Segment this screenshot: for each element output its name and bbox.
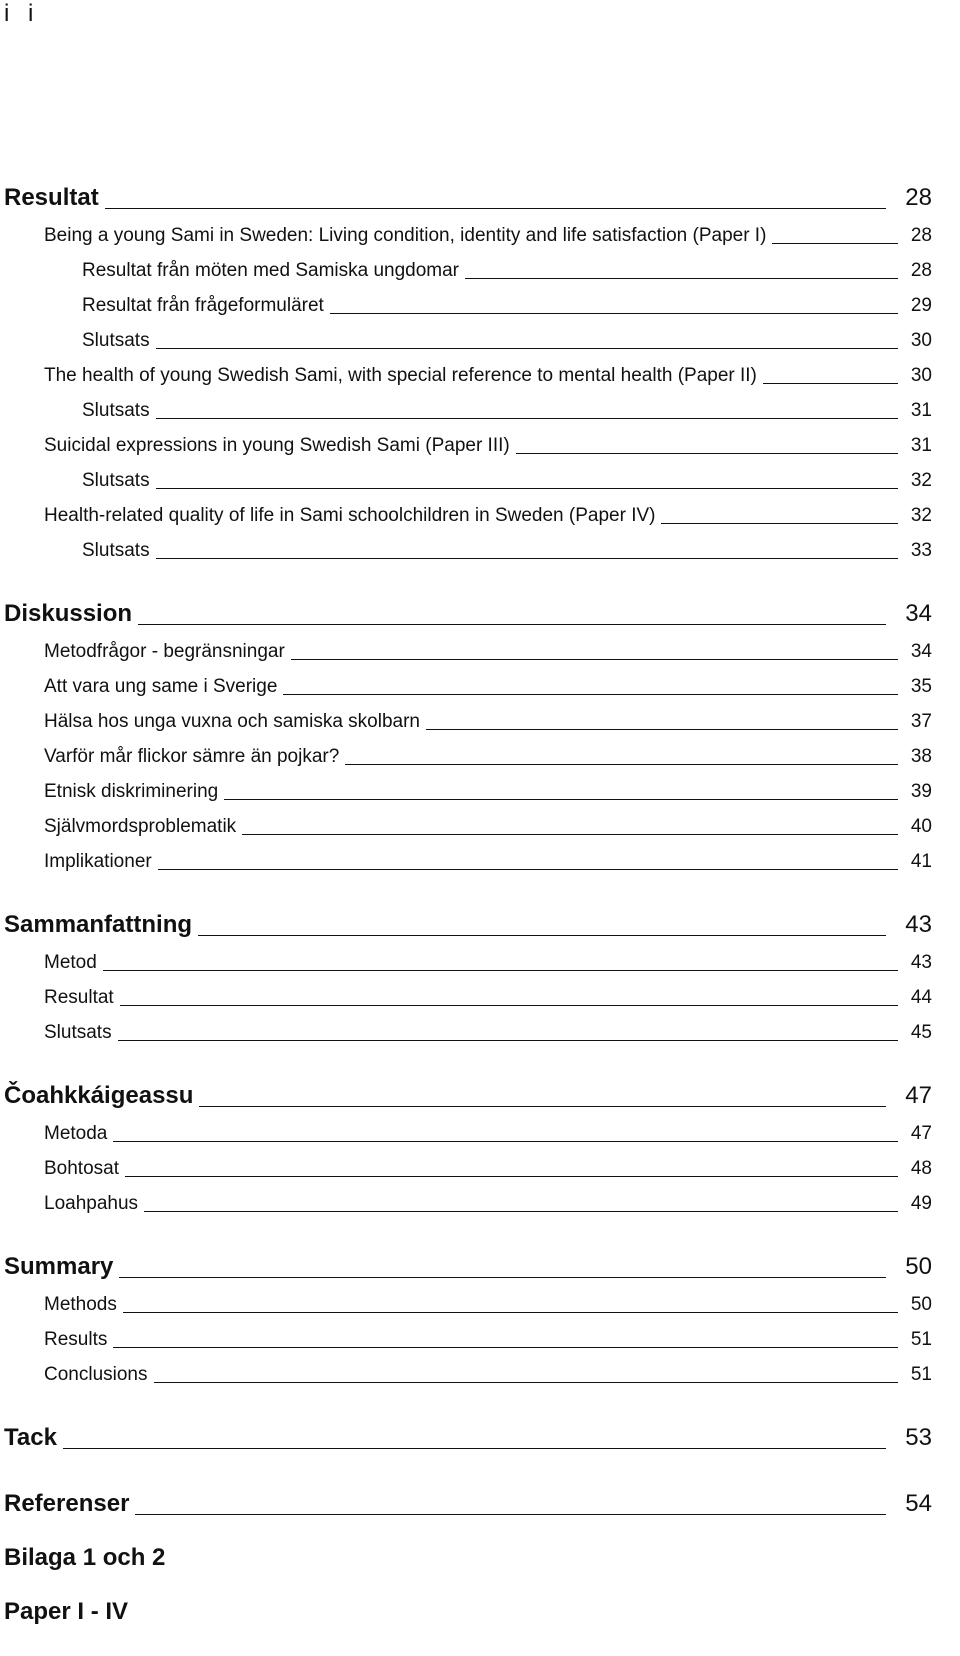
toc-entry-title: Methods <box>44 1294 117 1315</box>
toc-page-number: 34 <box>905 600 932 627</box>
toc-leader-line <box>118 1040 898 1041</box>
toc-leader-line <box>119 1277 886 1278</box>
toc-page-number: 34 <box>910 641 932 662</box>
toc-page-number: 51 <box>910 1329 932 1350</box>
toc-entry[interactable] <box>4 696 932 731</box>
toc-entry[interactable] <box>4 1279 932 1314</box>
toc-leader-line <box>125 1176 898 1177</box>
toc-entry[interactable] <box>4 455 932 490</box>
toc-entry-title: Metodfrågor - begränsningar <box>44 641 285 662</box>
toc-leader-line <box>426 729 898 730</box>
toc-entry[interactable] <box>4 315 932 350</box>
toc-entry-title: Bohtosat <box>44 1158 119 1179</box>
toc-entry[interactable] <box>4 1143 932 1178</box>
toc-leader-line <box>156 558 898 559</box>
toc-entry[interactable] <box>4 626 932 661</box>
toc-page-number: 44 <box>910 987 932 1008</box>
toc-entry[interactable] <box>4 350 932 385</box>
toc-entry[interactable] <box>4 1314 932 1349</box>
toc-section-heading[interactable] <box>4 172 932 210</box>
toc-entry-title: Att vara ung same i Sverige <box>44 676 278 697</box>
toc-leader-line <box>156 348 898 349</box>
toc-entry-title: Slutsats <box>44 1022 112 1043</box>
toc-page-number: 43 <box>905 911 932 938</box>
toc-leader-line <box>345 764 898 765</box>
toc-leader-line <box>113 1347 898 1348</box>
toc-page-number: 54 <box>905 1490 932 1517</box>
toc-page-number: 32 <box>910 505 932 526</box>
toc-entry[interactable] <box>4 731 932 766</box>
toc-entry-title: Slutsats <box>82 330 150 351</box>
toc-leader-line <box>123 1312 898 1313</box>
toc-leader-line <box>330 313 898 314</box>
toc-entry[interactable] <box>4 836 932 871</box>
toc-leader-line <box>661 523 898 524</box>
toc-entry-title: Čoahkkáigeassu <box>4 1082 194 1109</box>
toc-page-number: 28 <box>905 184 932 211</box>
toc-page-number: 50 <box>910 1294 932 1315</box>
toc-page-number: 32 <box>910 470 932 491</box>
toc-entry[interactable] <box>4 1349 932 1384</box>
toc-section-heading[interactable] <box>4 1070 932 1108</box>
toc-entry-title: Slutsats <box>82 470 150 491</box>
toc-entry-title: Metod <box>44 952 97 973</box>
toc-page-number: 41 <box>910 851 932 872</box>
toc-page-number: 47 <box>910 1123 932 1144</box>
toc-page-number: 30 <box>910 330 932 351</box>
toc-leader-line <box>105 208 886 209</box>
toc-page-number: 31 <box>910 435 932 456</box>
toc-leader-line <box>158 869 898 870</box>
toc-entry[interactable] <box>4 972 932 1007</box>
toc-leader-line <box>291 659 898 660</box>
toc-leader-line <box>103 970 898 971</box>
toc-entry[interactable] <box>4 280 932 315</box>
toc-leader-line <box>135 1514 886 1515</box>
toc-section-heading[interactable] <box>4 588 932 626</box>
toc-entry-title: Resultat från frågeformuläret <box>82 295 324 316</box>
toc-entry-title: Conclusions <box>44 1364 148 1385</box>
toc-entry-title: Slutsats <box>82 540 150 561</box>
toc-page-number: 37 <box>910 711 932 732</box>
toc-entry-title: Health-related quality of life in Sami schoolchildren in Sweden (Paper IV) <box>44 505 656 526</box>
toc-appendix-heading[interactable] <box>4 1534 932 1570</box>
toc-entry-title: Metoda <box>44 1123 108 1144</box>
toc-page-number: 43 <box>910 952 932 973</box>
toc-page-number: 48 <box>910 1158 932 1179</box>
toc-entry-title: Tack <box>4 1424 57 1451</box>
toc-leader-line <box>154 1382 899 1383</box>
toc-entry[interactable] <box>4 490 932 525</box>
toc-entry-title: Resultat från möten med Samiska ungdomar <box>82 260 460 281</box>
toc-entry-title: Sammanfattning <box>4 911 193 938</box>
toc-section-heading[interactable] <box>4 1478 932 1516</box>
toc-section-heading[interactable] <box>4 1412 932 1450</box>
toc-entry[interactable] <box>4 245 932 280</box>
toc-entry-title: Results <box>44 1329 108 1350</box>
toc-entry[interactable] <box>4 420 932 455</box>
toc-entry[interactable] <box>4 1108 932 1143</box>
toc-page-number: 30 <box>910 365 932 386</box>
toc-page-number: 47 <box>905 1082 932 1109</box>
toc-page-number: 33 <box>910 540 932 561</box>
toc-leader-line <box>156 488 898 489</box>
toc-entry-title: Loahpahus <box>44 1193 139 1214</box>
toc-entry-title: Diskussion <box>4 600 133 627</box>
toc-leader-line <box>465 278 898 279</box>
toc-page-number: 53 <box>905 1424 932 1451</box>
toc-page-number: 31 <box>910 400 932 421</box>
toc-entry[interactable] <box>4 385 932 420</box>
toc-page-number: 38 <box>910 746 932 767</box>
toc-section-heading[interactable] <box>4 1241 932 1279</box>
toc-entry-title: The health of young Swedish Sami, with special reference to mental health (Paper II) <box>44 365 757 386</box>
toc-entry[interactable] <box>4 661 932 696</box>
toc-leader-line <box>120 1005 898 1006</box>
toc-entry-title: Paper I - IV <box>4 1598 129 1625</box>
toc-page-number: 29 <box>910 295 932 316</box>
toc-leader-line <box>763 383 898 384</box>
toc-entry[interactable] <box>4 766 932 801</box>
toc-page-number: 28 <box>910 260 932 281</box>
toc-entry[interactable] <box>4 210 932 245</box>
toc-page-number: 40 <box>910 816 932 837</box>
toc-page-number: 49 <box>910 1193 932 1214</box>
toc-entry-title: Resultat <box>44 987 114 1008</box>
toc-entry-title: Summary <box>4 1253 114 1280</box>
toc-page-number: 28 <box>910 225 932 246</box>
toc-leader-line <box>156 418 898 419</box>
toc-page-number: 45 <box>910 1022 932 1043</box>
toc-leader-line <box>224 799 898 800</box>
toc-page-number: 35 <box>910 676 932 697</box>
toc-entry[interactable] <box>4 525 932 560</box>
toc-section-heading[interactable] <box>4 899 932 937</box>
toc-entry[interactable] <box>4 1007 932 1042</box>
toc-leader-line <box>199 1106 886 1107</box>
toc-leader-line <box>283 694 898 695</box>
toc-entry[interactable] <box>4 937 932 972</box>
toc-entry-title: Bilaga 1 och 2 <box>4 1544 166 1571</box>
toc-leader-line <box>242 834 898 835</box>
toc-entry[interactable] <box>4 1178 932 1213</box>
toc-leader-line <box>516 453 898 454</box>
toc-entry-title: Hälsa hos unga vuxna och samiska skolbarn <box>44 711 420 732</box>
page-header-mark: i i <box>4 0 40 27</box>
table-of-contents <box>4 172 932 1624</box>
toc-entry-title: Referenser <box>4 1490 130 1517</box>
toc-leader-line <box>63 1448 886 1449</box>
toc-appendix-heading[interactable] <box>4 1588 932 1624</box>
toc-leader-line <box>113 1141 898 1142</box>
toc-entry-title: Varför mår flickor sämre än pojkar? <box>44 746 340 767</box>
toc-leader-line <box>198 935 886 936</box>
toc-page-number: 39 <box>910 781 932 802</box>
toc-entry-title: Suicidal expressions in young Swedish Sami (Paper III) <box>44 435 510 456</box>
toc-entry-title: Resultat <box>4 184 99 211</box>
toc-entry-title: Etnisk diskriminering <box>44 781 219 802</box>
toc-entry-title: Being a young Sami in Sweden: Living condition, identity and life satisfaction (Paper I) <box>44 225 767 246</box>
toc-leader-line <box>772 243 898 244</box>
toc-page-number: 51 <box>910 1364 932 1385</box>
toc-leader-line <box>144 1211 898 1212</box>
toc-page-number: 50 <box>905 1253 932 1280</box>
toc-leader-line <box>138 624 886 625</box>
toc-entry-title: Slutsats <box>82 400 150 421</box>
toc-entry-title: Implikationer <box>44 851 152 872</box>
toc-entry-title: Självmordsproblematik <box>44 816 237 837</box>
toc-entry[interactable] <box>4 801 932 836</box>
